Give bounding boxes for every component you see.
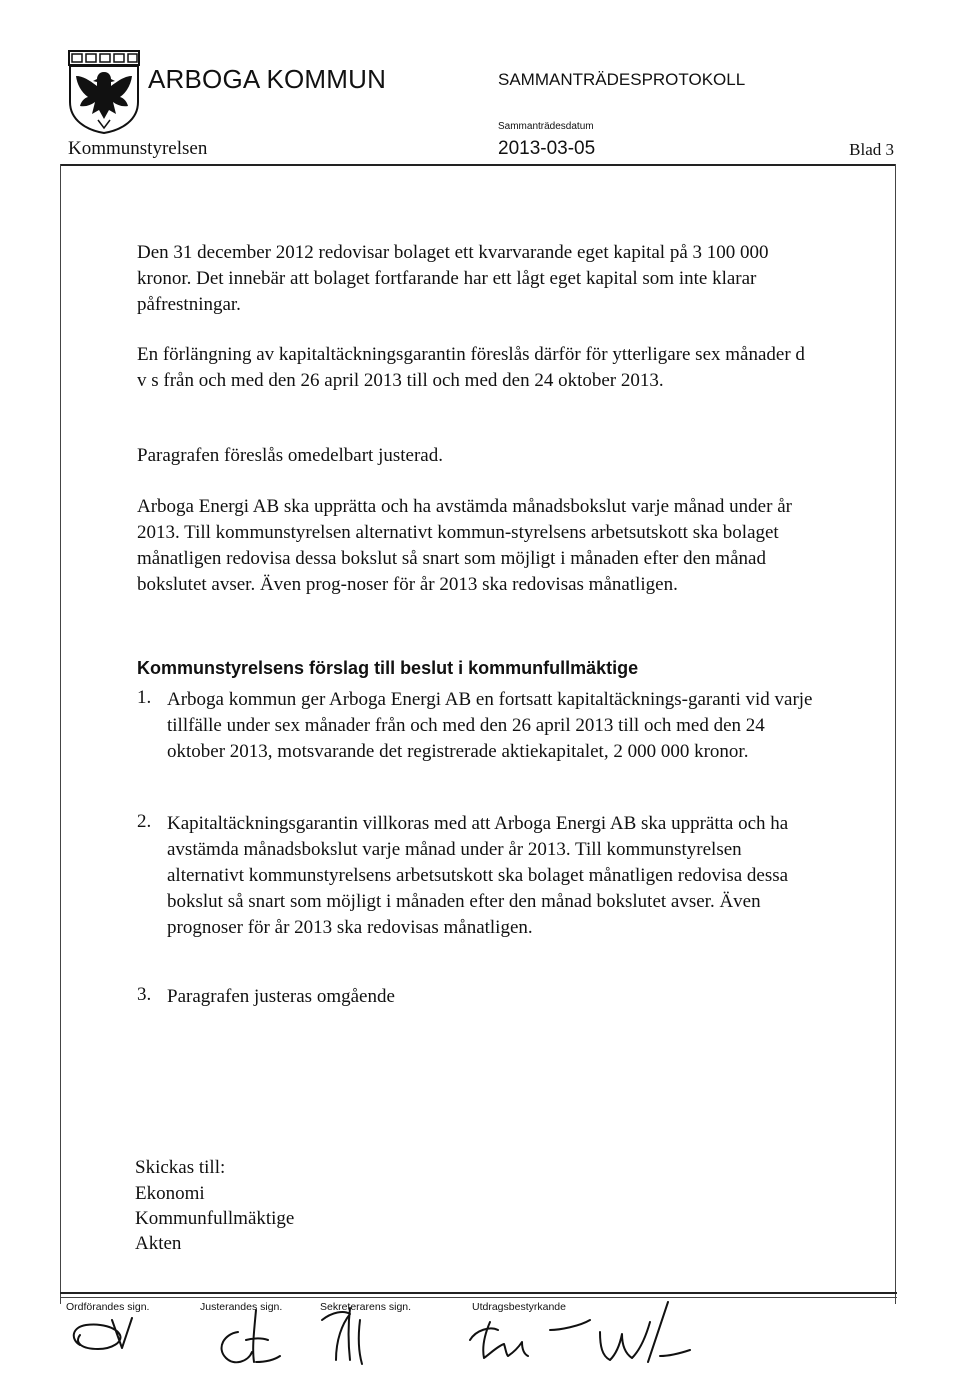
chair-signature xyxy=(74,1318,132,1349)
signature-rule-inner xyxy=(60,1297,897,1298)
organization-name: ARBOGA KOMMUN xyxy=(148,64,387,94)
recipients-label: Skickas till: xyxy=(135,1157,226,1178)
chair-signature-label: Ordförandes sign. xyxy=(66,1301,150,1313)
adjuster-signature xyxy=(222,1310,280,1362)
certification-label: Utdragsbestyrkande xyxy=(472,1301,566,1313)
paragraph-extension: En förlängning av kapitaltäckningsgarantin föreslås därför för ytterligare sex månader d v s från och med den 26 april 2013 till och med den 24 oktober 2013. xyxy=(137,344,805,391)
page-number: Blad 3 xyxy=(849,140,894,159)
meeting-date: 2013-03-05 xyxy=(498,138,596,159)
board-name: Kommunstyrelsen xyxy=(68,138,208,159)
paragraph-monthly-reports: Arboga Energi AB ska upprätta och ha avstämda månadsbokslut varje månad under år 2013. Till kommunstyrelsen alternativt kommun-styrelsens arbetsutskott ska bolaget månatligen redovisa dessa bokslut så snart som möjligt i månaden efter den månad bokslutet avser. Även prog-noser för år 2013 ska redovisas månatligen. xyxy=(137,496,792,595)
signature-rule xyxy=(60,1292,897,1294)
coat-of-arms-logo xyxy=(68,50,140,134)
list-item-text: Arboga kommun ger Arboga Energi AB en fortsatt kapitaltäcknings-garanti vid varje tillfälle under sex månader från och med den 26 april 2013 till och med den 24 oktober 2013, motsvarande det registrerade aktiekapitalet, 2 000 000 kronor. xyxy=(167,689,813,762)
date-label: Sammanträdesdatum xyxy=(498,121,594,132)
secretary-signature-label: Sekreterarens sign. xyxy=(320,1301,412,1313)
handwritten-signatures xyxy=(60,1300,900,1380)
list-item-number: 1. xyxy=(137,687,152,708)
list-item-number: 3. xyxy=(137,984,152,1005)
adjuster-signature-label: Justerandes sign. xyxy=(200,1301,283,1313)
secretary-signature xyxy=(322,1308,362,1364)
certifier-signature xyxy=(470,1302,690,1362)
proposal-heading: Kommunstyrelsens förslag till beslut i kommunfullmäktige xyxy=(137,658,639,678)
recipient-item: Ekonomi xyxy=(135,1183,205,1204)
list-item-text: Kapitaltäckningsgarantin villkoras med att Arboga Energi AB ska upprätta och ha avstämda månadsbokslut varje månad under år 2013. Till kommunstyrelsen alternativt kommunstyrelsens arbetsutskott ska bolaget månatligen redovisa dessa bokslut så snart som möjligt i månaden efter den månad bokslutet avser. Även prognoser för år 2013 ska redovisas månatligen. xyxy=(167,813,789,938)
page-frame-left xyxy=(60,164,61,1304)
page-frame-right xyxy=(895,164,896,1304)
list-item-text: Paragrafen justeras omgående xyxy=(167,986,395,1007)
header-rule xyxy=(60,164,896,166)
list-item-number: 2. xyxy=(137,811,152,832)
paragraph-adjustment: Paragrafen föreslås omedelbart justerad. xyxy=(137,445,443,466)
document-type: SAMMANTRÄDESPROTOKOLL xyxy=(498,70,746,89)
paragraph-equity: Den 31 december 2012 redovisar bolaget ett kvarvarande eget kapital på 3 100 000 kronor. Det innebär att bolaget fortfarande har ett lågt eget kapital som inte klarar påfrestningar. xyxy=(137,242,769,315)
recipient-item: Akten xyxy=(135,1233,182,1254)
recipient-item: Kommunfullmäktige xyxy=(135,1208,295,1229)
